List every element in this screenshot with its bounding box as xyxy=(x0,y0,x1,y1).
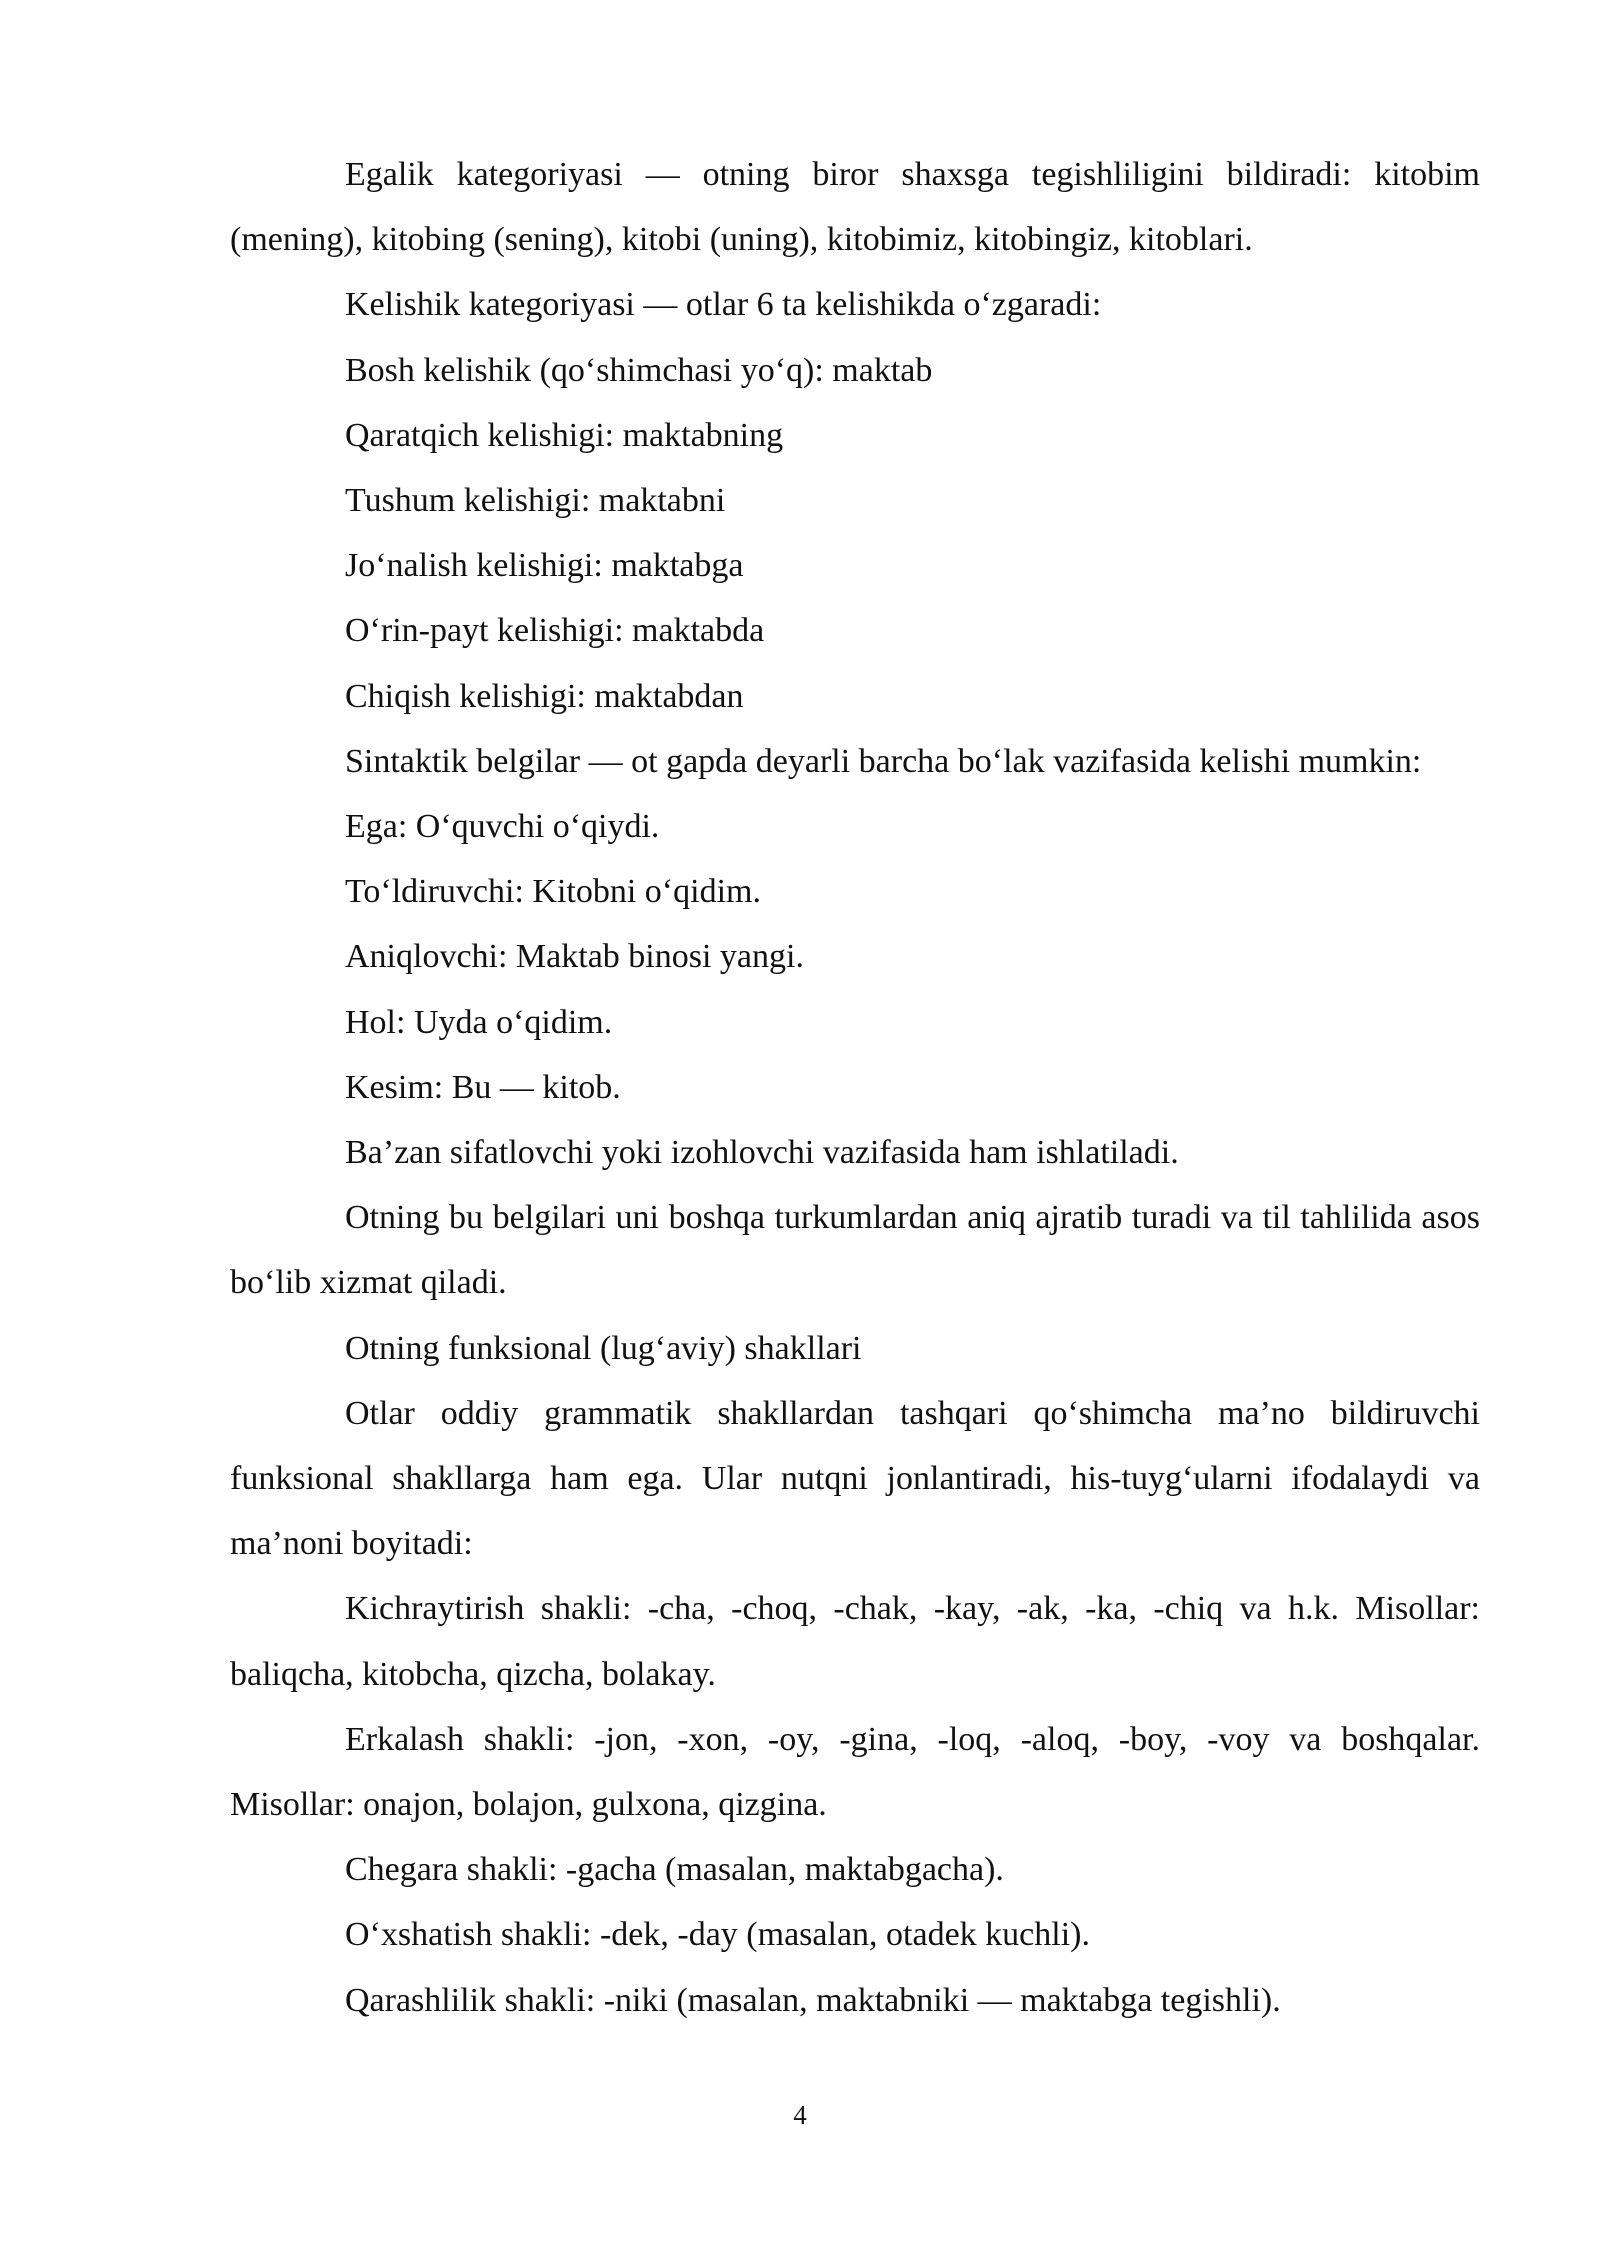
page-body xyxy=(230,142,1480,2033)
list-item-qaratqich: Qaratqich kelishigi: maktabning xyxy=(345,416,784,454)
paragraph-oxshatish: Oʻxshatish shakli: -dek, -day (masalan, otadek kuchli). xyxy=(345,1916,1090,1954)
list-item-aniqlovchi: Aniqlovchi: Maktab binosi yangi. xyxy=(345,938,804,976)
paragraph-chegara: Chegara shakli: -gacha (masalan, maktabgacha). xyxy=(345,1851,1004,1889)
section-heading-funksional: Otning funksional (lugʻaviy) shakllari xyxy=(345,1329,862,1367)
list-item-orin-payt: Oʻrin-payt kelishigi: maktabda xyxy=(345,612,765,650)
paragraph-erkalash: Erkalash shakli: -jon, -xon, -oy, -gina, -loq, -aloq, -boy, -voy va boshqalar. Misollar: onajon, bolajon, gulxona, qizgina. xyxy=(230,1720,1480,1824)
list-item-tushum: Tushum kelishigi: maktabni xyxy=(345,482,726,520)
paragraph-belgilari: Otning bu belgilari uni boshqa turkumlardan aniq ajratib turadi va til tahlilida asos boʻlib xizmat qiladi. xyxy=(230,1199,1480,1302)
paragraph-sintaktik: Sintaktik belgilar — ot gapda deyarli barcha boʻlak vazifasida kelishi mumkin: xyxy=(345,742,1422,780)
list-item-bosh-kelishik: Bosh kelishik (qoʻshimchasi yoʻq): maktab xyxy=(345,351,933,389)
paragraph-kelishik: Kelishik kategoriyasi — otlar 6 ta kelishikda oʻzgaradi: xyxy=(345,286,1102,324)
paragraph-funksional: Otlar oddiy grammatik shakllardan tashqari qoʻshimcha ma’no bildiruvchi funksional shakllarga ham ega. Ular nutqni jonlantiradi, his-tuygʻularni ifodalaydi va ma’noni boyitadi: xyxy=(230,1394,1480,1563)
list-item-toldiruvchi: Toʻldiruvchi: Kitobni oʻqidim. xyxy=(345,873,761,911)
list-item-hol: Hol: Uyda oʻqidim. xyxy=(345,1003,613,1041)
paragraph-qarashlilik: Qarashlilik shakli: -niki (masalan, maktabniki — maktabga tegishli). xyxy=(345,1981,1281,2019)
paragraph-kichraytirish: Kichraytirish shakli: -cha, -choq, -chak, -kay, -ak, -ka, -chiq va h.k. Misollar: baliqcha, kitobcha, qizcha, bolakay. xyxy=(230,1590,1480,1693)
paragraph-sifatlovchi: Ba’zan sifatlovchi yoki izohlovchi vazifasida ham ishlatiladi. xyxy=(345,1134,1179,1172)
list-item-jonalish: Joʻnalish kelishigi: maktabga xyxy=(345,547,744,585)
list-item-ega: Ega: Oʻquvchi oʻqiydi. xyxy=(345,808,660,846)
list-item-kesim: Kesim: Bu — kitob. xyxy=(345,1068,621,1106)
list-item-chiqish: Chiqish kelishigi: maktabdan xyxy=(345,677,744,715)
page-number: 4 xyxy=(793,2100,807,2130)
paragraph-egalik: Egalik kategoriyasi — otning biror shaxsga tegishliligini bildiradi: kitobim (mening), kitobing (sening), kitobi (uning), kitobimiz, kitobingiz, kitoblari. xyxy=(230,156,1480,259)
